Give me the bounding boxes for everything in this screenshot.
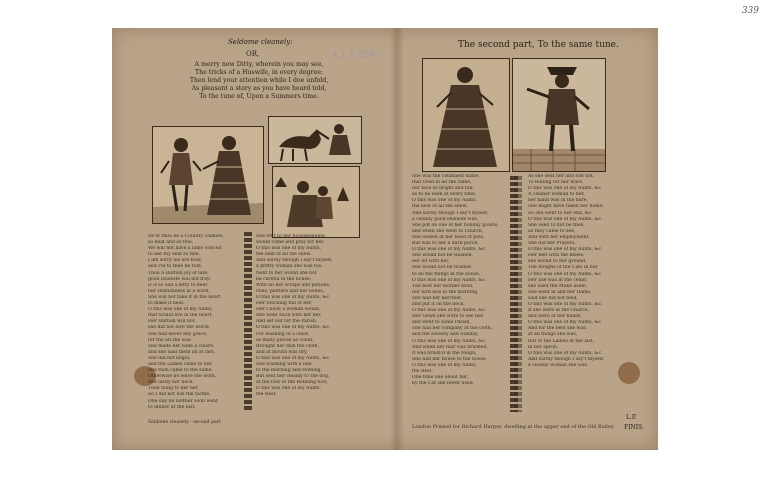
text-line: and lastly her neck. [148, 380, 194, 386]
text-line: and she said them all at last, [148, 349, 215, 355]
text-line: She put on one of her holiday gowns, [412, 222, 499, 228]
text-line: and were at her hands, [528, 314, 582, 320]
text-line: And set out for the Parish, [256, 319, 318, 325]
text-line: Her use was in the cellar, [528, 277, 588, 283]
text-line: And for the best she was, [528, 326, 588, 332]
text-line: as to be seen at every time, [412, 192, 477, 198]
text-line: and I'le to thee be told, [148, 264, 203, 270]
text-line: her hand was in the mire, [528, 198, 588, 204]
text-line: She went each with her her, [256, 313, 322, 319]
text-line: she did not love the world, [148, 325, 211, 331]
right-column-divider-right [514, 176, 522, 412]
text-line: to see thy skin so fine. [148, 252, 201, 258]
text-line: at the foot of the Robbing foot, [256, 380, 328, 386]
verse-line: As pleasant a story as you have heard told, [191, 85, 327, 92]
text-line: by the Cat she never used, [412, 381, 475, 387]
text-line: And surely though I say't myself, [256, 258, 333, 264]
text-line: the best of all the shew. [256, 252, 312, 258]
text-line: O this was one of my Aunts, [148, 307, 213, 313]
text-line: She had her company at the cloth, [412, 326, 493, 332]
verse-line: To the tune of, Upon a Summers time. [199, 93, 319, 100]
text-line: at all things she was, [528, 332, 578, 338]
text-line: And surely though I say't myself, [528, 356, 605, 362]
text-line: that lived in all the clime, [412, 180, 472, 186]
text-line: good Huswife will not fray: [148, 276, 212, 282]
text-line: Otherwise no leave the work, [148, 374, 217, 380]
text-line: O this was one of my Aunts, &c. [412, 247, 487, 253]
text-line: She had her house to the house, [412, 356, 488, 362]
text-line: With all her scraps and potions, [256, 282, 331, 288]
woodcut-gentleman [512, 58, 606, 172]
text-line: she would to her ground, [528, 259, 587, 265]
text-line: Her feet with the knees, [528, 253, 585, 259]
text-line: as many pieces as could, [256, 337, 314, 343]
left-column-2 [256, 234, 378, 399]
left-or: OR, [246, 50, 260, 58]
finis-mark: FINIS. [624, 424, 644, 431]
text-line: She used to not be then, [528, 222, 585, 228]
verse-line: Then lend your attention while I doe unfold, [189, 77, 329, 84]
text-line: would come and pray for her, [256, 240, 325, 246]
text-line: And surely though I say't myself, [412, 210, 489, 216]
text-line: But was to her a dark porch, [412, 241, 479, 247]
text-line: O this was one of my Aunts, &c. [528, 301, 603, 307]
text-line: in her apron, [528, 344, 559, 350]
text-line: She did her Prayers, [528, 241, 576, 247]
text-line: to the morning and evening, [256, 368, 323, 374]
text-line: O this was one of my Aunts, &c. [256, 355, 331, 361]
text-line: she used the Milke aside, [528, 283, 588, 289]
text-line: a cleanly good Huswife was. [412, 216, 479, 222]
text-line: She had never any grace, [148, 331, 208, 337]
text-line: and when she went to Church, [412, 228, 484, 234]
text-line: the Rest. [412, 369, 433, 374]
text-line: Then hung to her her, [148, 386, 199, 392]
text-line: O this was one of my Aunts, &c. [528, 320, 603, 326]
text-line: She will not take it in the heart [148, 294, 221, 300]
text-line: Brought her dish the cloth, [256, 343, 320, 349]
text-line: For washing of a child, [256, 331, 310, 337]
text-line: O this was one of my Aunts, &c. [256, 325, 331, 331]
text-line: Her Stocking full of her, [256, 301, 313, 307]
text-line: O this was one of my Aunts, &c. [528, 271, 603, 277]
text-line: Pans, platters and her bones, [256, 288, 325, 294]
text-line: A cleaner woman to her, [528, 192, 585, 198]
text-line: and went to some Parish, [412, 320, 471, 326]
text-line: O this was one of my Aunts, &c. [528, 216, 603, 222]
text-line: Her sluttish will not, [148, 319, 196, 325]
text-line: her sluttishness in a word, [148, 288, 210, 294]
text-line: So I did not use the tackle, [148, 392, 211, 398]
text-line: to do the things in the house, [412, 271, 481, 277]
text-line: be careful in the house: [256, 276, 312, 282]
text-line: It is so sad a ditty to hear [148, 282, 208, 288]
text-line: it was brush'd in the rough, [412, 350, 477, 356]
text-line: Her Gown she wore to see her, [412, 314, 484, 320]
text-line: She did not begin, [148, 355, 191, 361]
text-line: But sent her cleanly to the dog, [256, 374, 330, 380]
text-line: As she sent her and lost not, [528, 174, 595, 179]
text-line: The best her mother bred, [412, 283, 474, 289]
text-line: Her Cawle a woman would, [256, 307, 321, 313]
text-line: And when her hair was brushed, [412, 344, 488, 350]
text-line: that would live in the heart, [148, 313, 213, 319]
text-line: If she were at the Church, [528, 308, 590, 314]
text-line: She was the cleanliest dame, [412, 174, 480, 179]
text-line: O this was one of my Aunts, [412, 198, 477, 204]
right-column-1 [412, 174, 508, 387]
text-line: as they came to see, [528, 228, 576, 234]
text-line: O this was one of my Aunts, [412, 362, 477, 368]
verse-line: The tricks of a Huswife, in every degree: [195, 69, 323, 76]
text-line: to make it neat. [148, 301, 185, 307]
text-line: Next to her would she not [256, 270, 317, 276]
text-line: and at mouth was dry, [256, 349, 308, 355]
text-line: She looked at her head of pins, [412, 234, 485, 240]
page-number: 339 [741, 6, 759, 16]
text-line: O this was one of my Aunts, &c. [528, 350, 603, 356]
text-line: and put it on the neck, [412, 301, 465, 307]
text-line: O this was one of my Aunts, &c. [412, 308, 487, 314]
text-line: O this was one of my Aunts, &c. [412, 338, 487, 344]
text-line: her lord was in the morning, [412, 289, 479, 295]
text-line: O this was one of my Aunts, &c. [528, 247, 603, 253]
text-line: But of the Ladies at the last, [528, 338, 595, 344]
text-line: O this was one of my Aunts, [256, 386, 321, 392]
text-line: O this was one of my Aunts, &c. [256, 294, 331, 300]
text-line: O this was one of my Aunts, &c. [528, 186, 603, 192]
text-line: To Rolling for her ware, [528, 180, 584, 186]
text-line: O this was one of my Aunts, [256, 246, 321, 252]
text-line: a cleanly woman she was. [528, 362, 589, 368]
right-title: The second part, To the same tune. [458, 40, 619, 50]
text-line: She made her wide a cleare, [148, 343, 215, 349]
text-line: to dinner at the last. [148, 404, 196, 410]
left-footer: Seldome cleanely - second part [148, 420, 221, 425]
text-line: She would not be trusted [412, 265, 471, 271]
printer-initials: L.P. [626, 414, 637, 421]
imprint-line: London Printed for Richard Harper, dwelling at the upper end of the Old Bailey. [412, 424, 615, 430]
text-line: Thou a sluttish joy of late, [148, 270, 209, 276]
text-line: I am sorry we are bold, [148, 258, 203, 264]
text-line: so neat and so fine, [148, 240, 194, 246]
text-line: said she did not feed, [528, 295, 578, 301]
pencil-mark: 4.1.5 294 [331, 49, 376, 61]
left-intro-verse [184, 61, 334, 101]
verse-line: A merry new Ditty, wherein you may see, [194, 61, 324, 68]
left-column-1 [148, 234, 242, 411]
text-line: She then came to the same, [148, 368, 213, 374]
text-line: O this was one of my Aunts, &c. [412, 277, 487, 283]
text-line: She would not be washed, [412, 253, 474, 259]
text-line: So she went to her end, &c. [528, 210, 593, 216]
text-line: She went in and her Dame, [528, 289, 592, 295]
woodcut-seated [272, 166, 360, 238]
text-line: for the all she saw. [148, 337, 192, 343]
text-line: The Boughs of the Cats in her, [528, 265, 599, 271]
text-line: the best of all the shew, [412, 204, 468, 210]
woodcut-lady [422, 58, 510, 172]
text-line: Do'st thou be a Country Damsel, [148, 234, 224, 239]
center-fold [390, 28, 404, 450]
text-line: and the Ladies came to her, [148, 361, 213, 367]
text-line: She might have taken her home, [528, 204, 604, 210]
text-line: her face so bright and fair, [412, 186, 475, 192]
left-title: Seldome cleanely: [228, 38, 293, 46]
text-line: her lot with her, [412, 259, 450, 265]
text-line: One day he neither soon went [148, 398, 218, 404]
text-line: the Rest. [256, 392, 277, 398]
woodcut-animals [268, 116, 362, 164]
text-line: We will not have a lame conceit [148, 246, 222, 252]
text-line: and the sweetly and Sunday, [412, 332, 479, 338]
text-line: a pretty woman she was too, [256, 264, 323, 270]
left-column-divider [244, 232, 252, 412]
text-line: She washing with a line [256, 361, 312, 367]
right-column-2 [528, 174, 640, 369]
woodcut-couple [152, 126, 264, 224]
text-line: One time one about her, [412, 375, 469, 381]
broadside-sheet [112, 28, 658, 450]
text-line: She had her kerchief, [412, 295, 463, 301]
text-line: She fet't to her housekeeping, [256, 234, 327, 239]
text-line: And with her employment, [528, 234, 590, 240]
